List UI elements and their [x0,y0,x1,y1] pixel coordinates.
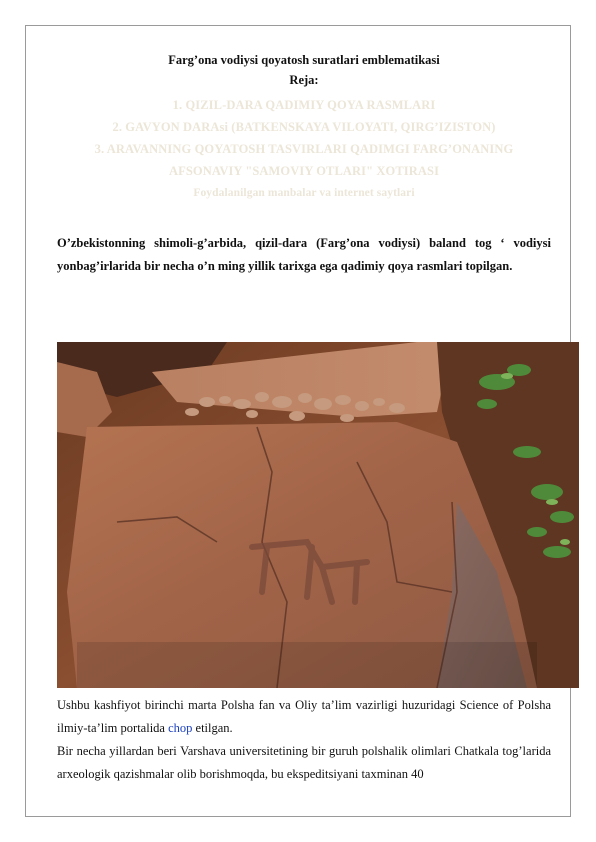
paragraph-discovery-end: etilgan. [192,721,233,735]
body-text [57,694,551,786]
plan-heading: Reja: [289,73,319,87]
plan-list [57,94,551,204]
plan-item: 3. ARAVANNING QOYATOSH TASVIRLARI QADIMGI FARG’ONANING [94,142,514,156]
plan-item: AFSONAVIY "SAMOVIY OTLARI" XOTIRASI [168,164,440,178]
petroglyph-photo [57,342,579,688]
document-title: Farg’ona vodiysi qoyatosh suratlari emblematikasi [168,53,440,67]
plan-item: Foydalanilgan manbalar va internet saytlari [193,187,415,199]
chop-link[interactable]: chop [168,721,193,735]
intro-paragraph: O’zbekistonning shimoli-g’arbida, qizil-dara (Farg’ona vodiysi) baland tog ‘ vodiysi yonbag’irlarida bir necha o’n ming yillik tarixga ega qadimiy qoya rasmlari topilgan. [57,236,551,273]
petroglyph-rock-image [57,342,579,688]
document-content [57,52,551,278]
plan-item: 1. QIZIL-DARA QADIMIY QOYA RASMLARI [172,98,436,112]
paragraph-discovery-text: Ushbu kashfiyot birinchi marta Polsha fan va Oliy ta’lim vazirligi huzuridagi Science of Polsha ilmiy-ta’lim portalida [57,698,551,735]
plan-item: 2. GAVYON DARAsi (BATKENSKAYA VILOYATI, QIRG’IZISTON) [112,120,496,134]
paragraph-discovery [57,694,551,740]
paragraph-expedition: Bir necha yillardan beri Varshava universitetining bir guruh polshalik olimlari Chatkala tog’larida arxeologik qazishmalar olib borishmoqda, bu ekspeditsiyani taxminan 40 [57,744,551,781]
